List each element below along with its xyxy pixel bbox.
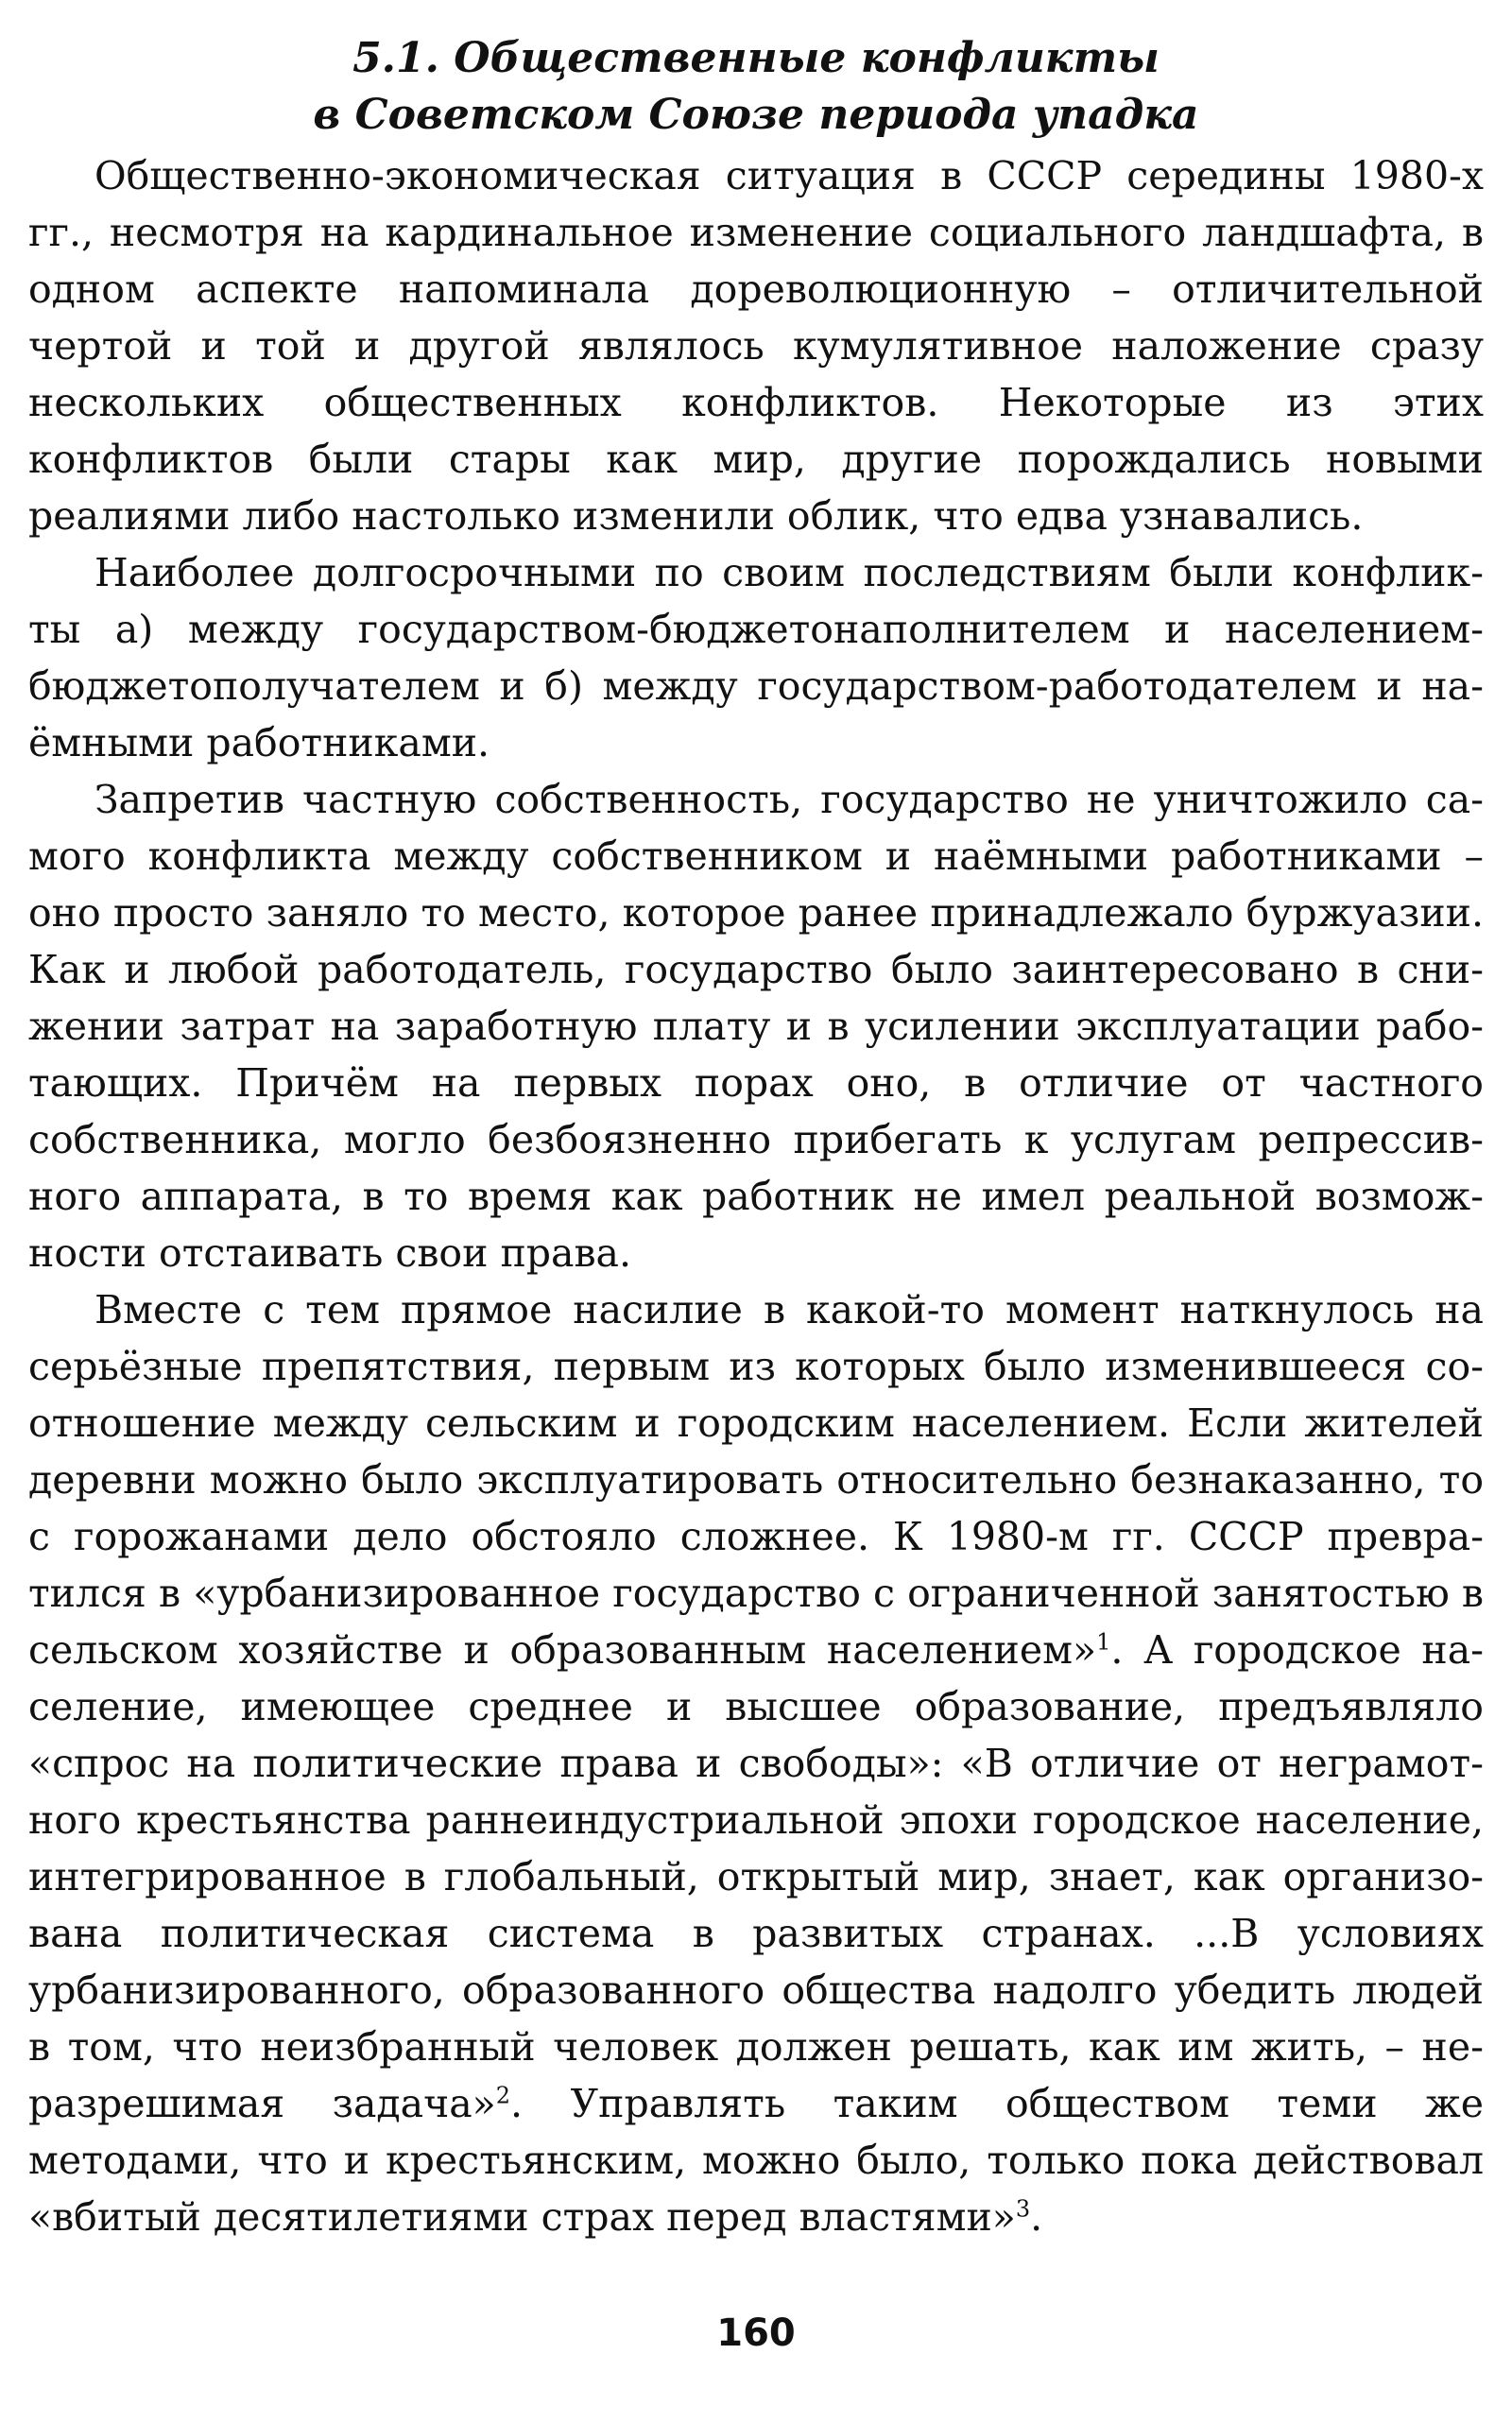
footnote-ref-1[interactable]: 1 bbox=[1096, 1628, 1111, 1656]
footnote-ref-2[interactable]: 2 bbox=[495, 2082, 511, 2109]
page-number: 160 bbox=[716, 2311, 796, 2355]
paragraph-1: Общественно-экономическая ситуация в СССР середины 1980-х гг., несмотря на кардинальное изменение социального ландшафта, в одном аспекте напоминала дореволюционную – отличительной чертой и той и другой являлось кумулятивное наложение сразу нескольких общественных конфликтов. Некоторые из этих конфликтов были стары как мир, другие порождались новыми реалиями либо настолько изменили облик, что едва узнавались. bbox=[28, 153, 1484, 539]
section-title-line-2: в Советском Союзе периода упадка bbox=[313, 91, 1199, 139]
paragraph-4-part-4: . bbox=[1030, 2194, 1043, 2240]
page-body bbox=[28, 30, 1484, 2245]
paragraph-3: Запретив частную собственность, государство не уничтожило самого конфликта между собственником и наёмными работниками – оно просто заняло то место, которое ранее принадлежало буржуазии. Как и любой работодатель, государство было заинтересовано в снижении затрат на заработную плату и в усилении эксплуатации работающих. Причём на первых порах оно, в отличие от частного собственника, могло безбоязненно прибегать к услугам репрессивного аппарата, в то время как работник не имел реальной возможности отстаивать свои права. bbox=[28, 777, 1484, 1276]
footnote-ref-3[interactable]: 3 bbox=[1015, 2195, 1031, 2223]
paragraph-4-part-1: Вместе с тем прямое насилие в какой-то момент наткнулось на серьёзные препятствия, первым из которых было изменившееся соотношение между сельским и городским населением. Если жителей деревни можно было эксплуатировать относительно безнаказанно, то с горожанами дело обстояло сложнее. К 1980-м гг. СССР превратился в «урбанизированное государство с ограниченной занятостью в сельском хозяйстве и образованным населением» bbox=[28, 1287, 1484, 1673]
paragraph-4-part-3: . Управлять таким обществом теми же методами, что и крестьянским, можно было, только пока действовал «вбитый десятилетиями страх перед властями» bbox=[28, 2081, 1484, 2240]
section-heading bbox=[28, 30, 1484, 144]
paragraph-2: Наиболее долгосрочными по своим последствиям были конфликты а) между государством-бюджетонаполнителем и населением-бюджетополучателем и б) между государством-работодателем и наёмными работниками. bbox=[28, 550, 1484, 765]
paragraph-4 bbox=[28, 1281, 1484, 2245]
section-title-line-1: 5.1. Общественные конфликты bbox=[352, 34, 1160, 82]
paragraph-4-part-2: . А городское население, имеющее среднее и высшее образование, предъявляло «спрос на политические права и свободы»: «В отличие от неграмотного крестьянства раннеиндустриальной эпохи городское население, интегрированное в глобальный, открытый мир, знает, как организована политическая система в развитых странах. ...В условиях урбанизированного, образованного общества надолго убедить людей в том, что неизбранный человек должен решать, как им жить, – неразрешимая задача» bbox=[28, 1627, 1485, 2126]
